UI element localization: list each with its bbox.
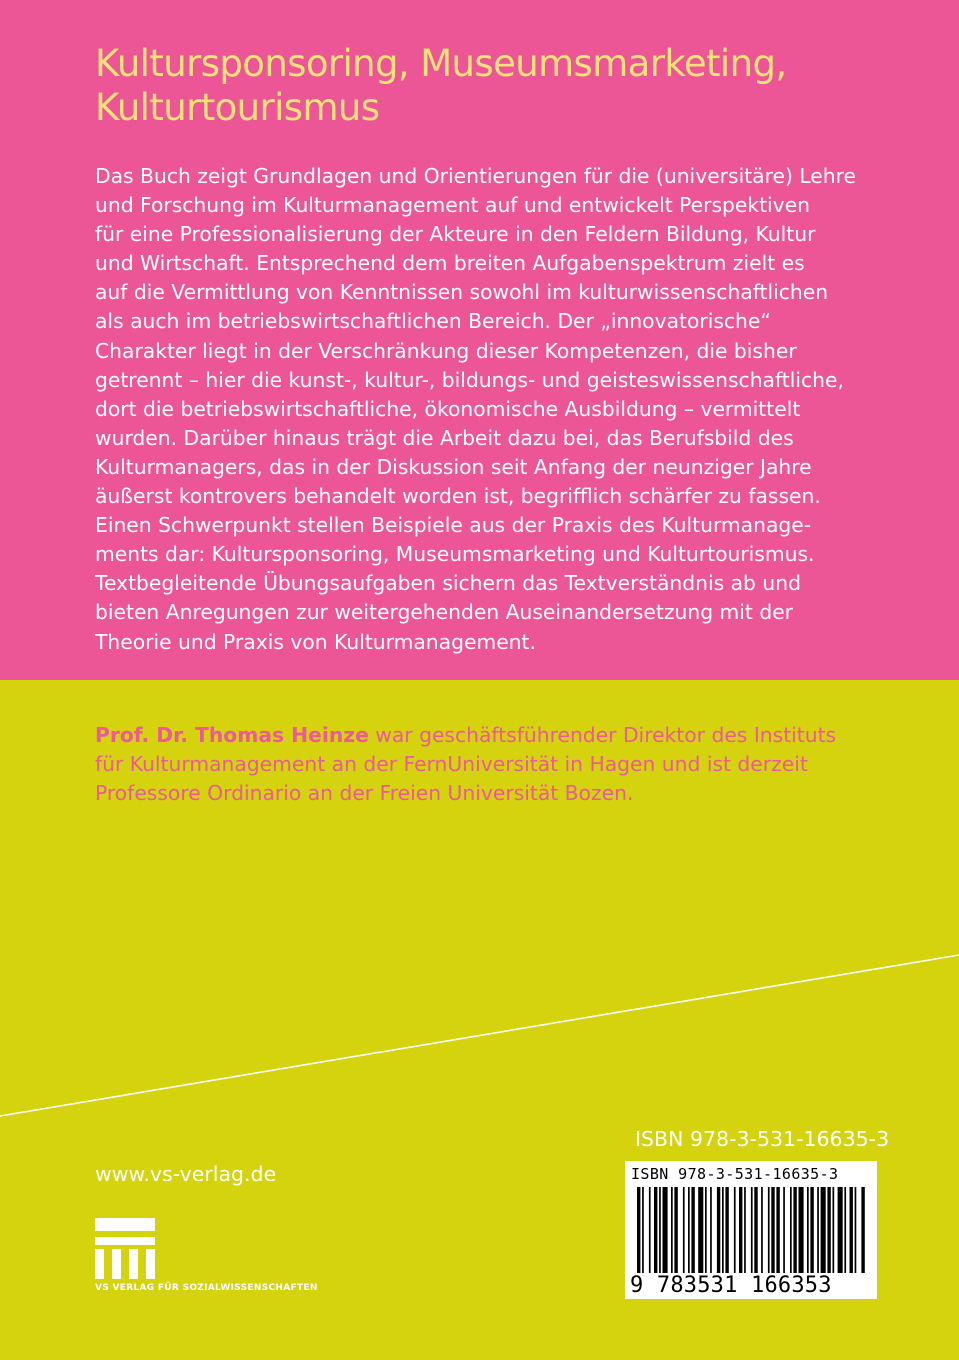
barcode-digits: 9 783531 166353 bbox=[630, 1273, 832, 1298]
title-line-1: Kultursponsoring, Museumsmarketing, bbox=[95, 42, 787, 85]
blurb-line: und Wirtschaft. Entsprechend dem breiten Aufgabenspektrum zielt es bbox=[95, 251, 805, 276]
blurb-line: dort die betriebswirtschaftliche, ökonomische Ausbildung – vermittelt bbox=[95, 396, 801, 421]
author-bio-line-1: war geschäftsführender Direktor des Instituts bbox=[368, 723, 837, 747]
blurb-line: äußerst kontrovers behandelt worden ist, begrifflich schärfer zu fassen. bbox=[95, 484, 821, 509]
blurb-line: Kulturmanagers, das in der Diskussion seit Anfang der neunziger Jahre bbox=[95, 454, 812, 479]
author-bio-line-3: Professore Ordinario an der Freien Universität Bozen. bbox=[95, 781, 634, 806]
blurb-line: Einen Schwerpunkt stellen Beispiele aus der Praxis des Kulturmanage- bbox=[95, 513, 812, 538]
blurb-line: Textbegleitende Übungsaufgaben sichern das Textverständnis ab und bbox=[95, 571, 801, 596]
blurb-line: wurden. Darüber hinaus trägt die Arbeit dazu bei, das Berufsbild des bbox=[95, 425, 794, 450]
blurb-line: ments dar: Kultursponsoring, Museumsmarketing und Kulturtourismus. bbox=[95, 542, 815, 567]
author-name: Prof. Dr. Thomas Heinze bbox=[95, 723, 369, 747]
author-bio bbox=[95, 721, 895, 808]
blurb-line: auf die Vermittlung von Kenntnissen sowohl im kulturwissenschaftlichen bbox=[95, 280, 829, 305]
publisher-name-bold: VS VERLAG bbox=[95, 1283, 155, 1293]
blurb-line: als auch im betriebswirtschaftlichen Bereich. Der „innovatorische“ bbox=[95, 309, 771, 334]
publisher-name-rest: FÜR SOZIALWISSENSCHAFTEN bbox=[154, 1283, 318, 1293]
blurb-line: bieten Anregungen zur weitergehenden Auseinandersetzung mit der bbox=[95, 600, 794, 625]
blurb-line: für eine Professionalisierung der Akteure in den Feldern Bildung, Kultur bbox=[95, 222, 816, 247]
blurb-line: Theorie und Praxis von Kulturmanagement. bbox=[95, 629, 536, 654]
book-title bbox=[95, 42, 915, 130]
blurb-line: Charakter liegt in der Verschränkung dieser Kompetenzen, die bisher bbox=[95, 338, 797, 363]
blurb-line: Das Buch zeigt Grundlagen und Orientierungen für die (universitäre) Lehre bbox=[95, 164, 856, 188]
title-line-2: Kulturtourismus bbox=[95, 86, 380, 129]
blurb-text bbox=[95, 162, 885, 657]
isbn-label: ISBN 978-3-531-16635-3 bbox=[635, 1127, 890, 1151]
website-link[interactable]: www.vs-verlag.de bbox=[95, 1162, 277, 1186]
diagonal-line bbox=[0, 940, 959, 1130]
blurb-line: und Forschung im Kulturmanagement auf und entwickelt Perspektiven bbox=[95, 193, 811, 218]
publisher-name bbox=[95, 1283, 318, 1293]
barcode-isbn: ISBN 978-3-531-16635-3 bbox=[631, 1165, 839, 1183]
author-bio-line-2: für Kulturmanagement an der FernUniversität in Hagen und ist derzeit bbox=[95, 752, 808, 777]
blurb-line: getrennt – hier die kunst-, kultur-, bildungs- und geisteswissenschaftliche, bbox=[95, 367, 844, 392]
barcode-box bbox=[625, 1161, 877, 1299]
